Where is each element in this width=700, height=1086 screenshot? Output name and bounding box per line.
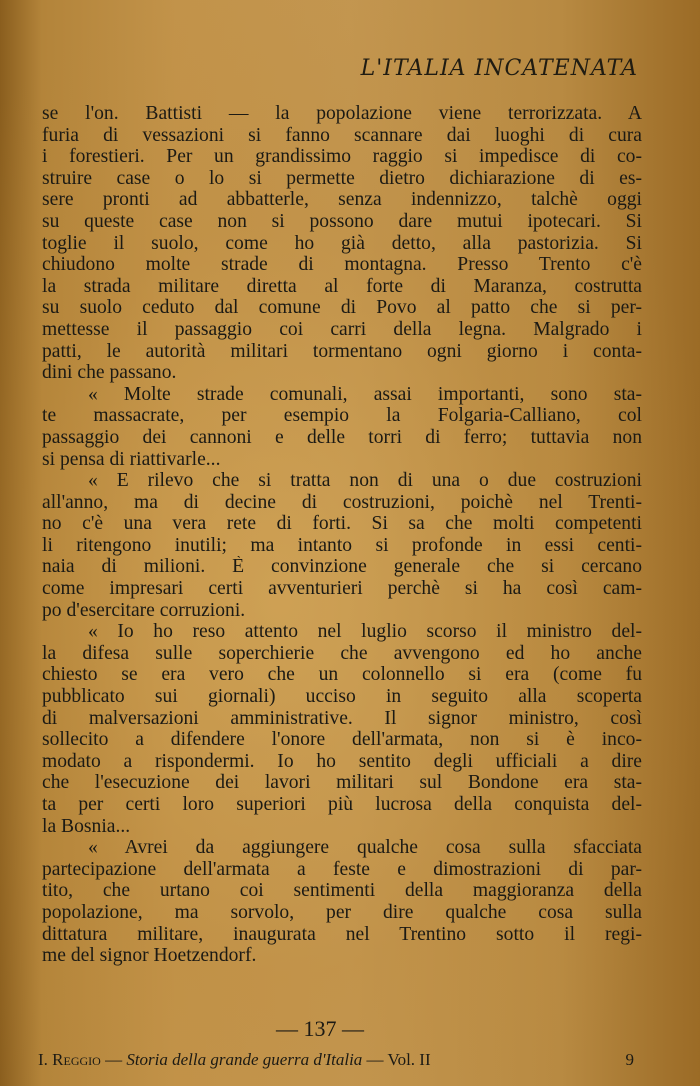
text-line: « Avrei da aggiungere qualche cosa sulla sfacciata	[88, 837, 642, 859]
body-text	[42, 103, 642, 967]
text-line: mettesse il passaggio coi carri della legna. Malgrado i	[42, 318, 642, 340]
running-header: L'ITALIA INCATENATA	[360, 56, 638, 81]
text-line: toglie il suolo, come ho già detto, alla pastorizia. Si	[42, 232, 642, 254]
text-line: su suolo ceduto dal comune di Povo al patto che si per-	[42, 297, 642, 319]
text-line: po d'esercitare corruzioni.	[42, 599, 246, 621]
text-line: dittatura militare, inaugurata nel Trentino sotto il regi-	[42, 923, 642, 945]
text-line: furia di vessazioni si fanno scannare dai luoghi di cura	[42, 124, 642, 146]
text-line: pubblicato sui giornali) ucciso in seguito alla scoperta	[42, 686, 642, 708]
text-line: si pensa di riattivarle...	[42, 448, 221, 470]
text-line: struire case o lo si permette dietro dichiarazione di es-	[42, 167, 642, 189]
text-line: chiesto se era vero che un colonnello si era (come fu	[42, 664, 642, 686]
text-line: ta per certi loro superiori più lucrosa della conquista del-	[42, 794, 642, 815]
footer-signature: 9	[625, 1050, 634, 1069]
text-line: passaggio dei cannoni e delle torri di ferro; tuttavia non	[42, 426, 642, 448]
text-line: se l'on. Battisti — la popolazione viene terrorizzata. A	[42, 103, 642, 124]
page-number: — 137 —	[276, 1016, 364, 1041]
text-line: che l'esecuzione dei lavori militari sul Bondone era sta-	[42, 772, 642, 794]
footer-volume: — Vol. II	[362, 1050, 431, 1069]
text-line: popolazione, ma sorvolo, per dire qualche cosa sulla	[42, 901, 642, 923]
text-line: sollecito a difendere l'onore dell'armata, non si è inco-	[42, 729, 642, 751]
text-line: no c'è una vera rete di forti. Si sa che molti competenti	[42, 513, 642, 535]
text-line: la strada militare diretta al forte di Maranza, costrutta	[42, 275, 642, 297]
text-line: sere pronti ad abbatterle, senza indennizzo, talchè oggi	[42, 189, 642, 211]
text-line: la Bosnia...	[42, 815, 131, 837]
footer	[38, 1050, 634, 1070]
text-line: naia di milioni. È convinzione generale che si cercano	[42, 556, 642, 578]
text-line: « Molte strade comunali, assai importanti, sono sta-	[88, 383, 642, 405]
text-line: di malversazioni amministrative. Il signor ministro, così	[42, 707, 642, 729]
text-line: « Io ho reso attento nel luglio scorso il ministro del-	[88, 621, 642, 643]
text-line: all'anno, ma di decine di costruzioni, poichè nel Trenti-	[42, 491, 642, 513]
text-line: su queste case non si possono dare mutui ipotecari. Si	[42, 210, 642, 232]
text-line: « E rilevo che si tratta non di una o due costruzioni	[88, 470, 642, 492]
text-line: chiudono molte strade di montagna. Presso Trento c'è	[42, 254, 642, 276]
text-line: come impresari certi avventurieri perchè si ha così cam-	[42, 578, 642, 600]
footer-separator: —	[100, 1050, 127, 1069]
text-line: me del signor Hoetzendorf.	[42, 945, 257, 967]
text-line: tito, che urtano coi sentimenti della maggioranza della	[42, 880, 642, 902]
footer-book-title: Storia della grande guerra d'Italia	[126, 1050, 363, 1069]
footer-author: I. Reggio	[38, 1050, 101, 1069]
text-line: li ritengono inutili; ma intanto si profonde in essi centi-	[42, 534, 642, 556]
text-line: modato a rispondermi. Io ho sentito degli ufficiali a dire	[42, 750, 642, 772]
text-line: partecipazione dell'armata a feste e dimostrazioni di par-	[42, 858, 642, 880]
text-line: la difesa sulle soperchierie che avvengono ed ho anche	[42, 642, 642, 664]
text-line: patti, le autorità militari tormentano ogni giorno i conta-	[42, 340, 642, 362]
text-line: dini che passano.	[42, 362, 177, 384]
text-line: i forestieri. Per un grandissimo raggio si impedisce di co-	[42, 146, 642, 168]
text-line: te massacrate, per esempio la Folgaria-Calliano, col	[42, 405, 642, 427]
